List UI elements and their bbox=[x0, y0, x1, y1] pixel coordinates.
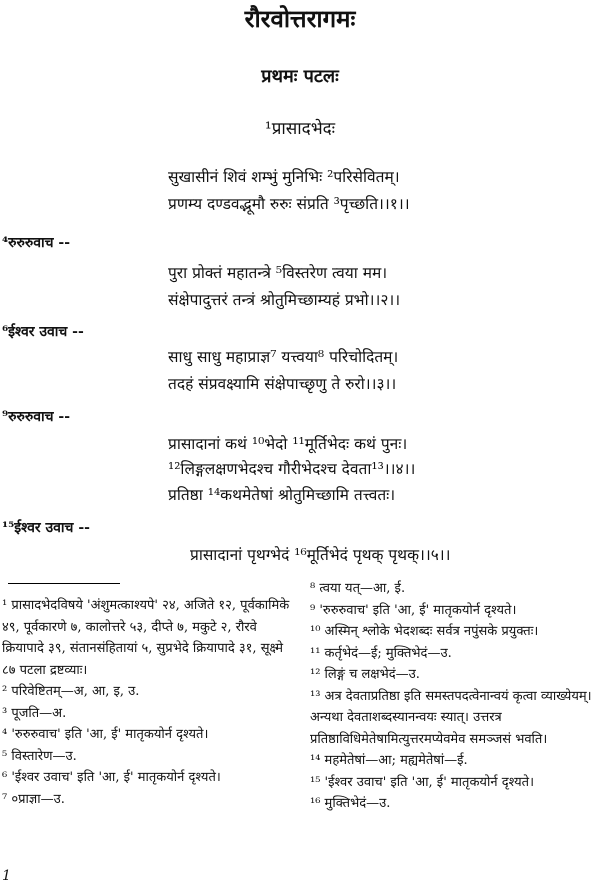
speaker-label: ¹⁵ईश्वर उवाच -- bbox=[2, 520, 90, 536]
footnote: ⁶ 'ईश्वर उवाच' इति 'आ, ई' मातृकयोर्न दृश्यते। bbox=[2, 770, 221, 785]
section-heading: ¹प्रासादभेदः bbox=[264, 119, 336, 139]
footnote: ¹⁶ मुक्तिभेदं—उ. bbox=[310, 796, 391, 811]
footnote: ¹³ अत्र देवताप्रतिष्ठा इति समस्तपदत्वेनान्वयं कृत्वा व्याख्येयम्। अन्यथा देवताशब्दस्यानन्वयः स्यात्। उत्तरत्र प्रतिष्ठाविधिमेतेषामित्युत्तरमप्येवमेव समञ्जसं भवति। bbox=[310, 688, 592, 747]
speaker-label: ⁶ईश्वर उवाच -- bbox=[2, 324, 84, 340]
footnote: ² परिवेष्टितम्—अ, आ, इ, उ. bbox=[2, 684, 140, 699]
footnote: ⁴ 'रुरुरुवाच' इति 'आ, ई' मातृकयोर्न दृश्यते। bbox=[2, 727, 209, 742]
footnote: ¹² लिङ्गं च लक्षभेदं—उ. bbox=[310, 667, 420, 682]
verse-line: प्रासादानां कथं ¹⁰भेदो ¹¹मूर्तिभेदः कथं पुनः। bbox=[168, 435, 408, 453]
footnote: ¹¹ कर्तृभेदं—ई; मुक्तिभेदं—उ. bbox=[310, 645, 452, 661]
footnote: ⁵ विस्तारेण—उ. bbox=[2, 748, 77, 764]
footnote: ¹⁵ 'ईश्वर उवाच' इति 'आ, ई' मातृकयोर्न दृश्यते। bbox=[310, 774, 534, 790]
verse-line: प्रतिष्ठा ¹⁴कथमेतेषां श्रोतुमिच्छामि तत्त्वतः। bbox=[168, 486, 396, 504]
page-title: रौरवोत्तरागमः bbox=[244, 4, 356, 33]
verse-line: पुरा प्रोक्तं महातन्त्रे ⁵विस्तरेण त्वया मम। bbox=[168, 264, 388, 282]
speaker-label: ⁹रुरुरुवाच -- bbox=[2, 409, 71, 425]
verse-line: प्रणम्य दण्डवद्भूमौ रुरुः संप्रति ³पृच्छति।।१।। bbox=[168, 195, 410, 213]
page-number: 1 bbox=[2, 868, 11, 884]
footnote: ⁹ 'रुरुरुवाच' इति 'आ, ई' मातृकयोर्न दृश्यते। bbox=[310, 602, 517, 618]
footnote-rule bbox=[8, 583, 120, 584]
verse-line: प्रासादानां पृथग्भेदं ¹⁶मूर्तिभेदं पृथक् पृथक्।।५।। bbox=[190, 546, 451, 564]
verse-line: साधु साधु महाप्राज्ञ⁷ यत्त्वया⁸ परिचोदितम्। bbox=[168, 348, 399, 366]
speaker-label: ⁴रुरुरुवाच -- bbox=[2, 235, 71, 251]
verse-line: सुखासीनं शिवं शम्भुं मुनिभिः ²परिसेवितम्। bbox=[168, 168, 400, 186]
verse-line: ¹²लिङ्गलक्षणभेदश्च गौरीभेदश्च देवता¹³।।४।। bbox=[168, 460, 416, 478]
footnotes-left-column bbox=[2, 595, 294, 810]
footnote: ¹⁴ महमेतेषां—आ; मह्यमेतेषां—ई. bbox=[310, 753, 468, 768]
footnote: ³ पूजति—अ. bbox=[2, 705, 67, 721]
verse-line: संक्षेपादुत्तरं तन्त्रं श्रोतुमिच्छाम्यहं प्रभो।।२।। bbox=[168, 291, 401, 309]
footnote: ⁷ ०प्राज्ञा—उ. bbox=[2, 791, 65, 807]
footnote: ⁸ त्वया यत्—आ, ई. bbox=[310, 581, 406, 596]
footnote: ¹ प्रासादभेदविषये 'अंशुमत्काश्यपे' २४, अजिते १२, पूर्वकामिके ४९, पूर्वकारणे ७, कालोत्तरे ५३, दीप्ते ७, मकुटे २, रौरवे क्रियापादे ३९, संतानसंहितायां ५, सुप्रभेदे क्रियापादे ३१, सूक्ष्मे ८७ पटला द्रष्टव्याः। bbox=[2, 598, 290, 678]
chapter-heading: प्रथमः पटलः bbox=[261, 66, 339, 87]
footnote: ¹⁰ अस्मिन् श्लोके भेदशब्दः सर्वत्र नपुंसके प्रयुक्तः। bbox=[310, 624, 539, 639]
verse-line: तदहं संप्रवक्ष्यामि संक्षेपाच्छृणु ते रुरो।।३।। bbox=[168, 375, 397, 393]
footnotes-right-column bbox=[310, 578, 600, 815]
